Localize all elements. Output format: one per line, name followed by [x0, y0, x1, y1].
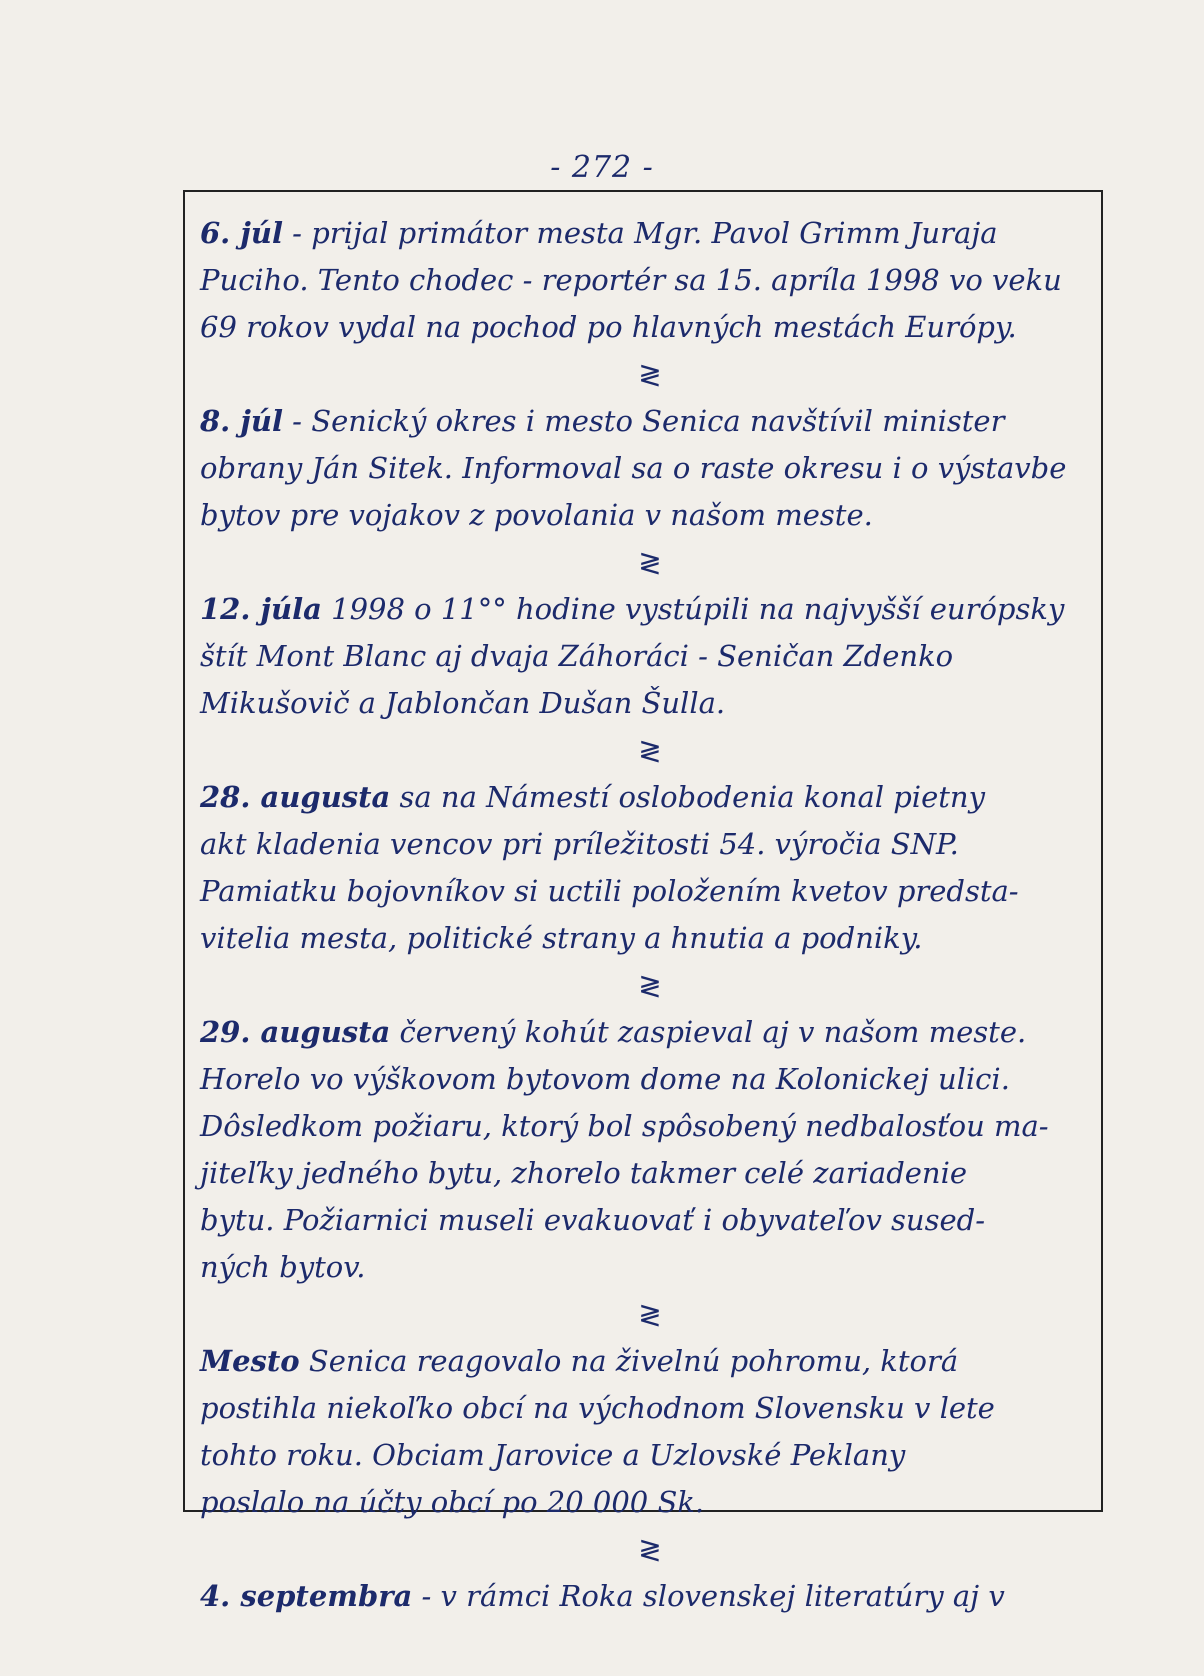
entry-line [200, 586, 1100, 633]
entry-line: obrany Ján Sitek. Informoval sa o raste okresu i o výstavbe [200, 451, 1067, 485]
entry-line [200, 398, 1100, 445]
section-separator: ≷ [638, 1298, 662, 1331]
entry-date: 6. júl [200, 216, 283, 250]
section-separator: ≷ [638, 734, 662, 767]
entry-line: poslalo na účty obcí po 20 000 Sk. [200, 1485, 705, 1519]
entry-text: - Senický okres i mesto Senica navštívil minister [282, 404, 1005, 438]
entry-line [200, 1338, 1100, 1385]
entry-date: 29. augusta [200, 1015, 391, 1049]
entry-line: tohto roku. Obciam Jarovice a Uzlovské Peklany [200, 1438, 906, 1472]
entry-text: 1998 o 11°° hodine vystúpili na najvyšší európsky [321, 592, 1065, 626]
entry-line: akt kladenia vencov pri príležitosti 54. výročia SNP. [200, 827, 959, 861]
entry-date: Mesto [200, 1344, 300, 1378]
entry-line [200, 210, 1100, 257]
entry-line [200, 774, 1100, 821]
entry-text: červený kohút zaspieval aj v našom meste. [390, 1015, 1027, 1049]
entry-line [200, 1573, 1100, 1620]
chronicle-entry [200, 398, 1100, 539]
chronicle-entry [200, 774, 1100, 962]
entry-line: bytov pre vojakov z povolania v našom meste. [200, 498, 873, 532]
entry-line: jiteľky jedného bytu, zhorelo takmer celé zariadenie [200, 1156, 968, 1190]
section-separator: ≷ [638, 358, 662, 391]
entry-date: 4. septembra [200, 1579, 413, 1613]
entry-line: Horelo vo výškovom bytovom dome na Kolonickej ulici. [200, 1062, 1010, 1096]
entry-text: - prijal primátor mesta Mgr. Pavol Grimm Juraja [282, 216, 998, 250]
entry-line: 69 rokov vydal na pochod po hlavných mestách Európy. [200, 310, 1017, 344]
entry-line [200, 1009, 1100, 1056]
chronicle-entry [200, 1573, 1100, 1620]
section-separator: ≷ [638, 546, 662, 579]
entry-date: 28. augusta [200, 780, 391, 814]
section-separator: ≷ [638, 1533, 662, 1566]
entry-text: - v rámci Roka slovenskej literatúry aj v [412, 1579, 1005, 1613]
chronicle-entry [200, 586, 1100, 727]
page-number: - 272 - [550, 150, 654, 185]
section-separator: ≷ [638, 969, 662, 1002]
entry-line: bytu. Požiarnici museli evakuovať i obyvateľov sused- [200, 1203, 986, 1237]
entry-line: Mikušovič a Jablončan Dušan Šulla. [200, 686, 726, 720]
chronicle-entry [200, 210, 1100, 351]
entry-date: 12. júla [200, 592, 322, 626]
entry-line: Dôsledkom požiaru, ktorý bol spôsobený nedbalosťou ma- [200, 1109, 1049, 1143]
entry-line: štít Mont Blanc aj dvaja Záhoráci - Seničan Zdenko [200, 639, 954, 673]
entry-date: 8. júl [200, 404, 283, 438]
entry-text: Senica reagovalo na živelnú pohromu, ktorá [299, 1344, 959, 1378]
entry-line: postihla niekoľko obcí na východnom Slovensku v lete [200, 1391, 995, 1425]
chronicle-entries [200, 210, 1100, 1620]
chronicle-entry [200, 1338, 1100, 1526]
entry-line: ných bytov. [200, 1250, 366, 1284]
entry-text: sa na Námestí oslobodenia konal pietny [390, 780, 985, 814]
chronicle-entry [200, 1009, 1100, 1291]
entry-line: Puciho. Tento chodec - reportér sa 15. apríla 1998 vo veku [200, 263, 1062, 297]
entry-line: vitelia mesta, politické strany a hnutia a podniky. [200, 921, 923, 955]
entry-line: Pamiatku bojovníkov si uctili položením kvetov predsta- [200, 874, 1019, 908]
